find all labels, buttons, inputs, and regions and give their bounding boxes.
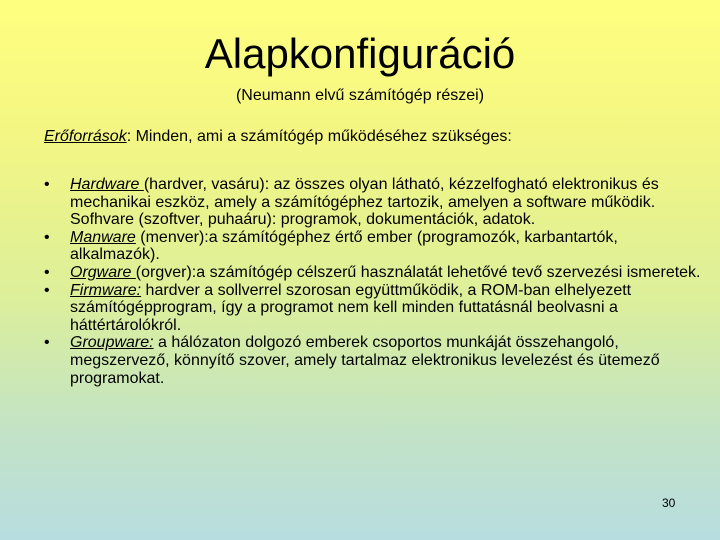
bullet-text-manware: (menver):a számítógéphez értő ember (programozók, karbantartók, alkalmazók). <box>70 228 618 264</box>
bullet-item-firmware <box>44 282 704 335</box>
slide-subtitle: (Neumann elvű számítógép részei) <box>235 87 485 104</box>
intro-paragraph <box>44 127 694 147</box>
bullet-item-orgware <box>44 264 704 282</box>
bullet-marker: • <box>44 176 50 193</box>
page-number: 30 <box>662 496 676 510</box>
bullet-term-firmware: Firmware: <box>70 281 142 299</box>
bullet-text-groupware: a hálózaton dolgozó emberek csoportos munkáját összehangoló, megszervező, könnyítő szover, amely tartalmaz elektronikus levelezést és ütemező programokat. <box>70 334 660 387</box>
bullet-item-hardware <box>44 176 704 229</box>
intro-term: Erőforrások <box>44 128 127 145</box>
bullet-term-groupware: Groupware: <box>70 334 154 352</box>
bullet-list <box>44 176 704 387</box>
intro-text: : Minden, ami a számítógép működéséhez szükséges: <box>126 128 512 145</box>
bullet-marker: • <box>44 281 50 299</box>
bullet-term-orgware: Orgware <box>70 263 136 281</box>
bullet-text-orgware: (orgver):a számítógép célszerű használatát lehetővé tevő szervezési ismeretek. <box>135 263 701 281</box>
slide-title: Alapkonfiguráció <box>204 30 516 77</box>
bullet-marker: • <box>44 334 50 352</box>
bullet-text-firmware: hardver a sollverrel szorosan együttműködik, a ROM-ban elhelyezett számítógépprogram, így a programot nem kell minden futtatásnál beolvasni a háttértárolókról. <box>70 281 632 334</box>
bullet-item-manware <box>44 229 704 264</box>
bullet-marker: • <box>44 228 50 246</box>
bullet-marker: • <box>44 263 50 281</box>
bullet-item-groupware <box>44 334 704 387</box>
bullet-term-manware: Manware <box>70 228 136 246</box>
bullet-text-hardware: (hardver, vasáru): az összes olyan látható, kézzelfogható elektronikus és mechanikai eszköz, amely a számítógéphez tartozik, amelyen a software működik. Sofhvare (szoftver, puhaáru): programok, dokumentációk, adatok. <box>70 176 659 229</box>
bullet-term-hardware: Hardware <box>70 176 144 193</box>
